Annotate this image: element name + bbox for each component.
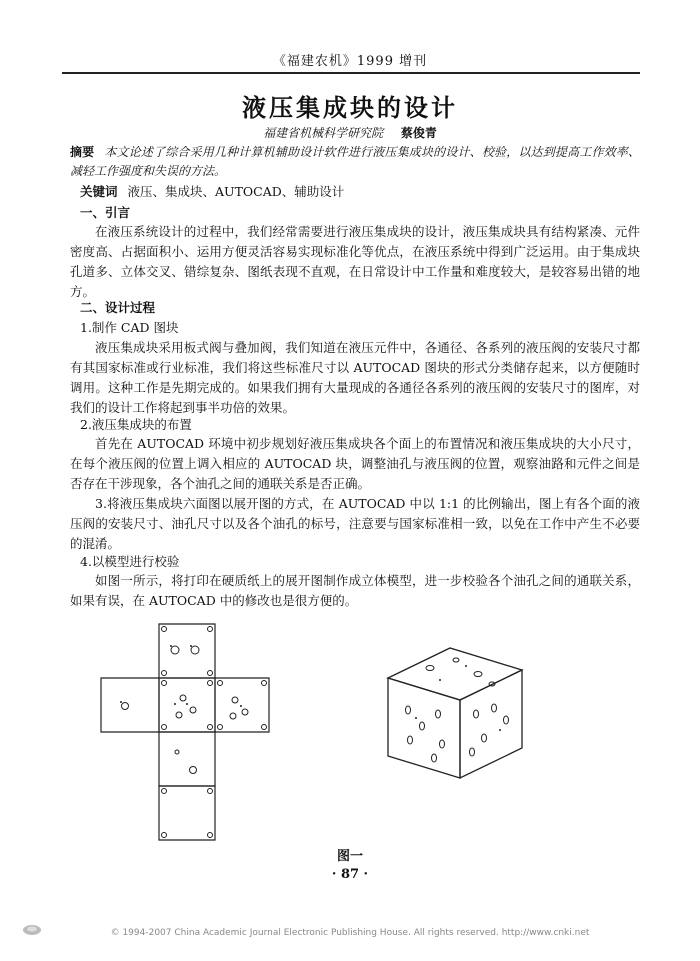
author-line xyxy=(0,124,700,141)
step3-paragraph: 3.将液压集成块六面图以展开图的方式，在 AUTOCAD 中以 1:1 的比例输出，图上有各个面的液压阀的安装尺寸、油孔尺寸以及各个油孔的标号，注意要与国家标准相一致，以免在工作中产生不必要的混淆。 xyxy=(70,496,640,551)
author-name: 蔡俊青 xyxy=(400,126,437,140)
isometric-cube-model-figure xyxy=(380,640,530,782)
author-institution: 福建省机械科学研究院 xyxy=(263,126,384,140)
keywords xyxy=(80,182,344,200)
unfolded-cube-net-figure xyxy=(95,620,325,842)
figure-caption: 图一 xyxy=(336,849,363,864)
article-title: 液压集成块的设计 xyxy=(242,93,458,122)
cube-top-face xyxy=(388,648,522,700)
step4-paragraph: 如图一所示，将打印在硬质纸上的展开图制作成立体模型，进一步校验各个油孔之间的通联关系，如果有误，在 AUTOCAD 中的修改也是很方便的。 xyxy=(70,573,640,608)
journal-header: 《福建农机》1999 增刊 xyxy=(272,54,428,69)
net-face-top xyxy=(159,624,215,678)
abstract xyxy=(70,143,640,181)
net-face-left xyxy=(101,678,159,732)
abstract-label: 摘要 xyxy=(70,145,95,159)
intro-paragraph: 在液压系统设计的过程中，我们经常需要进行液压集成块的设计，液压集成块具有结构紧凑、元件密度高、占据面积小、运用方便灵活容易实现标准化等优点，在液压系统中得到广泛运用。由于集成块孔道多、立体交叉、错综复杂、图纸表现不直观，在日常设计中工作量和难度较大，是较容易出错的地方。 xyxy=(70,224,640,299)
header-rule xyxy=(62,72,640,74)
step1-paragraph: 液压集成块采用板式阀与叠加阀，我们知道在液压元件中，各通径、各系列的液压阀的安装尺寸都有其国家标准或行业标准，我们将这些标准尺寸以 AUTOCAD 图块的形式分类储存起来，以方便随时调用。这种工作是先期完成的。如果我们拥有大量现成的各通径各系列的液压阀的安装尺寸的图库，对我们的设计工作将起到事半功倍的效果。 xyxy=(70,340,640,415)
abstract-text: 本文论述了综合采用几种计算机辅助设计软件进行液压集成块的设计、校验，以达到提高工作效率、减轻工作强度和失误的方法。 xyxy=(70,145,640,178)
net-face-back xyxy=(159,786,215,840)
keywords-text: 液压、集成块、AUTOCAD、辅助设计 xyxy=(127,184,345,199)
step2-paragraph: 首先在 AUTOCAD 环境中初步规划好液压集成块各个面上的布置情况和液压集成块的大小尺寸，在每个液压阀的位置上调入相应的 AUTOCAD 块，调整油孔与液压阀的位置，观察油路和元件之间是否存在干涉现象，各个油孔之间的通联关系是否正确。 xyxy=(70,436,640,491)
step1-heading: 1.制作 CAD 图块 xyxy=(80,320,179,335)
copyright-footer: © 1994-2007 China Academic Journal Electronic Publishing House. All rights reserved. http://www.cnki.net xyxy=(110,928,590,938)
section-design-heading: 二、设计过程 xyxy=(80,300,156,315)
step2-heading: 2.液压集成块的布置 xyxy=(80,417,192,432)
section-intro-heading: 一、引言 xyxy=(80,205,131,220)
page-number: · 87 · xyxy=(331,867,369,882)
step4-heading: 4.以模型进行校验 xyxy=(80,554,180,569)
net-face-right xyxy=(215,678,269,732)
keywords-label: 关键词 xyxy=(80,184,118,199)
net-face-bottom xyxy=(159,732,215,786)
